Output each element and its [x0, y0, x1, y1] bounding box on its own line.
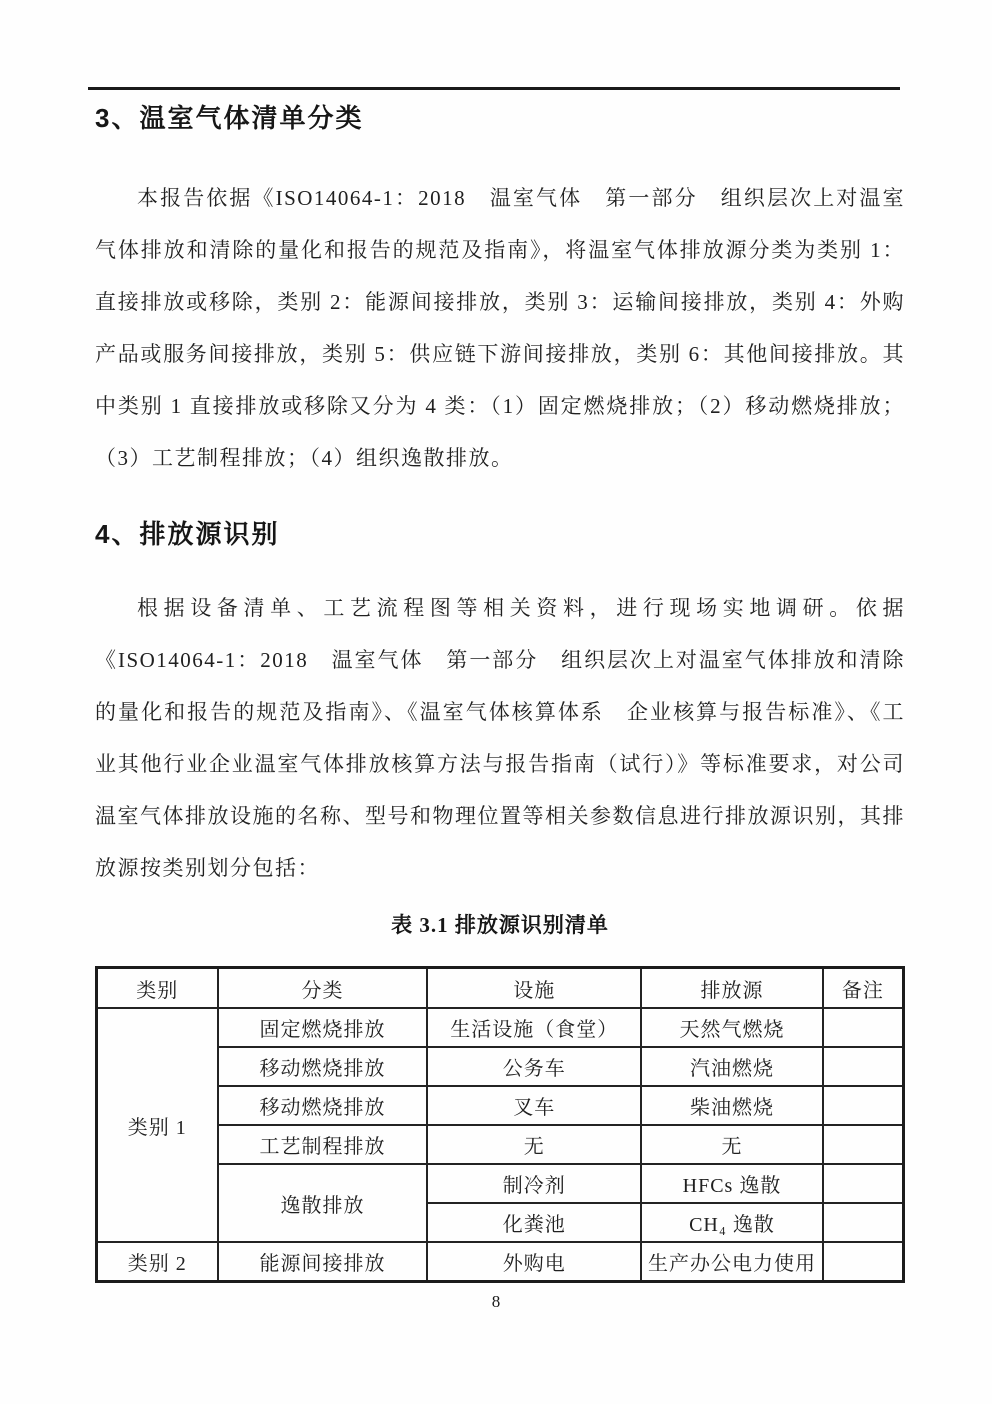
header-cell-category: 类别 — [97, 968, 218, 1009]
header-cell-classification: 分类 — [218, 968, 428, 1009]
section-3-heading: 3、温室气体清单分类 — [95, 103, 364, 133]
cell-category-2: 类别 2 — [97, 1242, 218, 1282]
cell-source: 生产办公电力使用 — [641, 1242, 823, 1282]
header-cell-note: 备注 — [823, 968, 904, 1009]
cell-facility: 叉车 — [427, 1086, 641, 1125]
cell-note — [823, 1203, 904, 1242]
cell-source: HFCs 逸散 — [641, 1164, 823, 1203]
table-row — [97, 1125, 904, 1164]
section-3-paragraph: 本报告依据《ISO14064-1：2018 温室气体 第一部分 组织层次上对温室气体排放和清除的量化和报告的规范及指南》，将温室气体排放源分类为类别 1：直接排放或移除，类别 2：能源间接排放，类别 3：运输间接排放，类别 4：外购产品或服务间接排放，类别 5：供应链下游间接排放，类别 6：其他间接排放。其中类别 1 直接排放或移除又分为 4 类：（1）固定燃烧排放；（2）移动燃烧排放；（3）工艺制程排放；（4）组织逸散排放。 — [95, 186, 905, 470]
cell-facility: 无 — [427, 1125, 641, 1164]
section-4-heading: 4、排放源识别 — [95, 519, 280, 549]
cell-facility: 生活设施（食堂） — [427, 1008, 641, 1047]
cell-facility: 公务车 — [427, 1047, 641, 1086]
cell-facility: 化粪池 — [427, 1203, 641, 1242]
cell-source: 无 — [641, 1125, 823, 1164]
cell-classification-fugitive: 逸散排放 — [218, 1164, 428, 1242]
table-row — [97, 1008, 904, 1047]
cell-classification: 移动燃烧排放 — [218, 1047, 428, 1086]
cell-classification: 固定燃烧排放 — [218, 1008, 428, 1047]
table-row — [97, 1164, 904, 1203]
cell-source: 汽油燃烧 — [641, 1047, 823, 1086]
emission-source-table — [95, 966, 905, 1283]
header-cell-facility: 设施 — [427, 968, 641, 1009]
section-4-paragraph: 根据设备清单、工艺流程图等相关资料，进行现场实地调研。依据《ISO14064-1：2018 温室气体 第一部分 组织层次上对温室气体排放和清除的量化和报告的规范及指南》、《温室气体核算体系 企业核算与报告标准》、《工业其他行业企业温室气体排放核算方法与报告指南（试行）》等标准要求，对公司温室气体排放设施的名称、型号和物理位置等相关参数信息进行排放源识别，其排放源按类别划分包括： — [95, 596, 905, 880]
cell-classification: 工艺制程排放 — [218, 1125, 428, 1164]
cell-note — [823, 1164, 904, 1203]
header-cell-source: 排放源 — [641, 968, 823, 1009]
table-row — [97, 1047, 904, 1086]
cell-note — [823, 1125, 904, 1164]
page-content — [95, 0, 905, 1283]
cell-source: CH₄ 逸散 — [641, 1203, 823, 1242]
cell-note — [823, 1242, 904, 1282]
cell-source: 天然气燃烧 — [641, 1008, 823, 1047]
page-number: 8 — [491, 1292, 501, 1311]
cell-classification: 移动燃烧排放 — [218, 1086, 428, 1125]
cell-note — [823, 1086, 904, 1125]
table-caption: 表 3.1 排放源识别清单 — [391, 913, 609, 937]
table-row — [97, 1242, 904, 1282]
table-row — [97, 1086, 904, 1125]
cell-classification: 能源间接排放 — [218, 1242, 428, 1282]
cell-note — [823, 1008, 904, 1047]
cell-source: 柴油燃烧 — [641, 1086, 823, 1125]
cell-note — [823, 1047, 904, 1086]
cell-facility: 制冷剂 — [427, 1164, 641, 1203]
cell-facility: 外购电 — [427, 1242, 641, 1282]
cell-category-1: 类别 1 — [97, 1008, 218, 1242]
table-header-row — [97, 968, 904, 1009]
